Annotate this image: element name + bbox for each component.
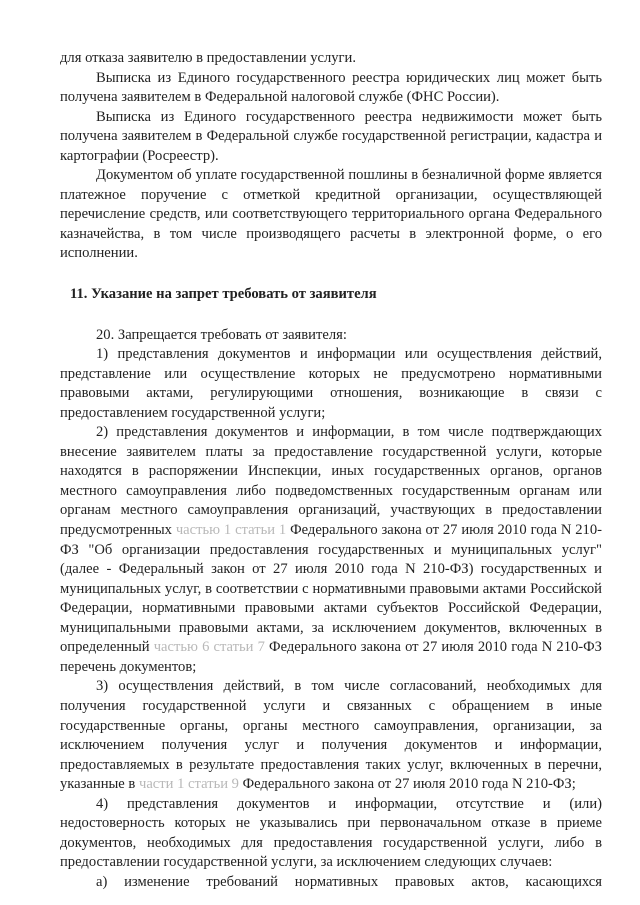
law-reference-link[interactable]: частью 1 статьи 1 xyxy=(175,522,287,539)
paragraph-state-duty: Документом об уплате государственной пошлины в безналичной форме является платежное поручение с отметкой кредитной организации, осуществляющей перечисление средств, или соответствующего территориального органа Федерального казначейства, в том числе производящего расчеты в электронной форме, о его исполнении. xyxy=(60,167,602,262)
paragraph-egrul-extract: Выписка из Единого государственного реестра юридических лиц может быть получена заявителем в Федеральной налоговой службе (ФНС России). xyxy=(60,69,602,106)
item-2-text-a: 2) представления документов и информации, в том числе подтверждающих внесение заявителем платы за предоставление государственной услуги, которые находятся в распоряжении Инспекции, иных государственных органов, органов местного самоуправления либо подведомственных государственным органам или органам местного самоуправления организаций, участвующих в предоставлении предусмотренных xyxy=(60,424,602,539)
paragraph-egrn-extract: Выписка из Единого государственного реестра недвижимости может быть получена заявителем в Федеральной службе государственной регистрации, кадастра и картографии (Росреестр). xyxy=(60,108,602,164)
item-4a: а) изменение требований нормативных правовых актов, касающихся xyxy=(96,873,602,890)
law-reference-link[interactable]: части 1 статьи 9 xyxy=(138,776,239,793)
item-3-text-a: 3) осуществления действий, в том числе согласований, необходимых для получения государственной услуги и связанных с обращением в иные государственные органы, органы местного самоуправления, организации, за исключением получения услуг и получения документов и информации, предоставляемых в результате предоставления таких услуг, включенных в перечни, указанные в xyxy=(60,678,602,793)
law-reference-link[interactable]: частью 6 статьи 7 xyxy=(153,639,265,656)
item-3-text-b: Федерального закона от 27 июля 2010 года N 210-ФЗ; xyxy=(238,776,576,793)
clause-20: 20. Запрещается требовать от заявителя: xyxy=(96,326,347,343)
paragraph-refusal-end: для отказа заявителю в предоставлении услуги. xyxy=(60,50,356,66)
item-2-text-b: Федерального закона от 27 июля 2010 года N 210-ФЗ "Об организации предоставления государственных и муниципальных услуг" (далее - Федеральный закон от 27 июля 2010 года N 210-ФЗ) государственных и муниципальных услуг, в соответствии с нормативными правовыми актами Российской Федерации, нормативными правовыми актами субъектов Российской Федерации, муниципальными правовыми актами, за исключением документов, включенных в определенный xyxy=(60,522,602,656)
item-3 xyxy=(60,677,602,794)
item-4: 4) представления документов и информации, отсутствие и (или) недостоверность которых не указывались при первоначальном отказе в приеме документов, необходимых для предоставления государственной услуги, либо в предоставлении государственной услуги, за исключением следующих случаев: xyxy=(60,795,602,871)
document-page xyxy=(60,49,602,892)
item-2 xyxy=(60,423,602,677)
spacer xyxy=(60,305,602,326)
item-2-text-c: Федерального закона от 27 июля 2010 года N 210-ФЗ перечень документов; xyxy=(60,639,602,675)
item-1: 1) представления документов и информации или осуществления действий, представление или осуществление которых не предусмотрено нормативными правовыми актами, регулирующими отношения, возникающие в связи с предоставлением государственной услуги; xyxy=(60,346,602,421)
spacer xyxy=(60,264,602,285)
section-heading: 11. Указание на запрет требовать от заявителя xyxy=(70,286,377,303)
